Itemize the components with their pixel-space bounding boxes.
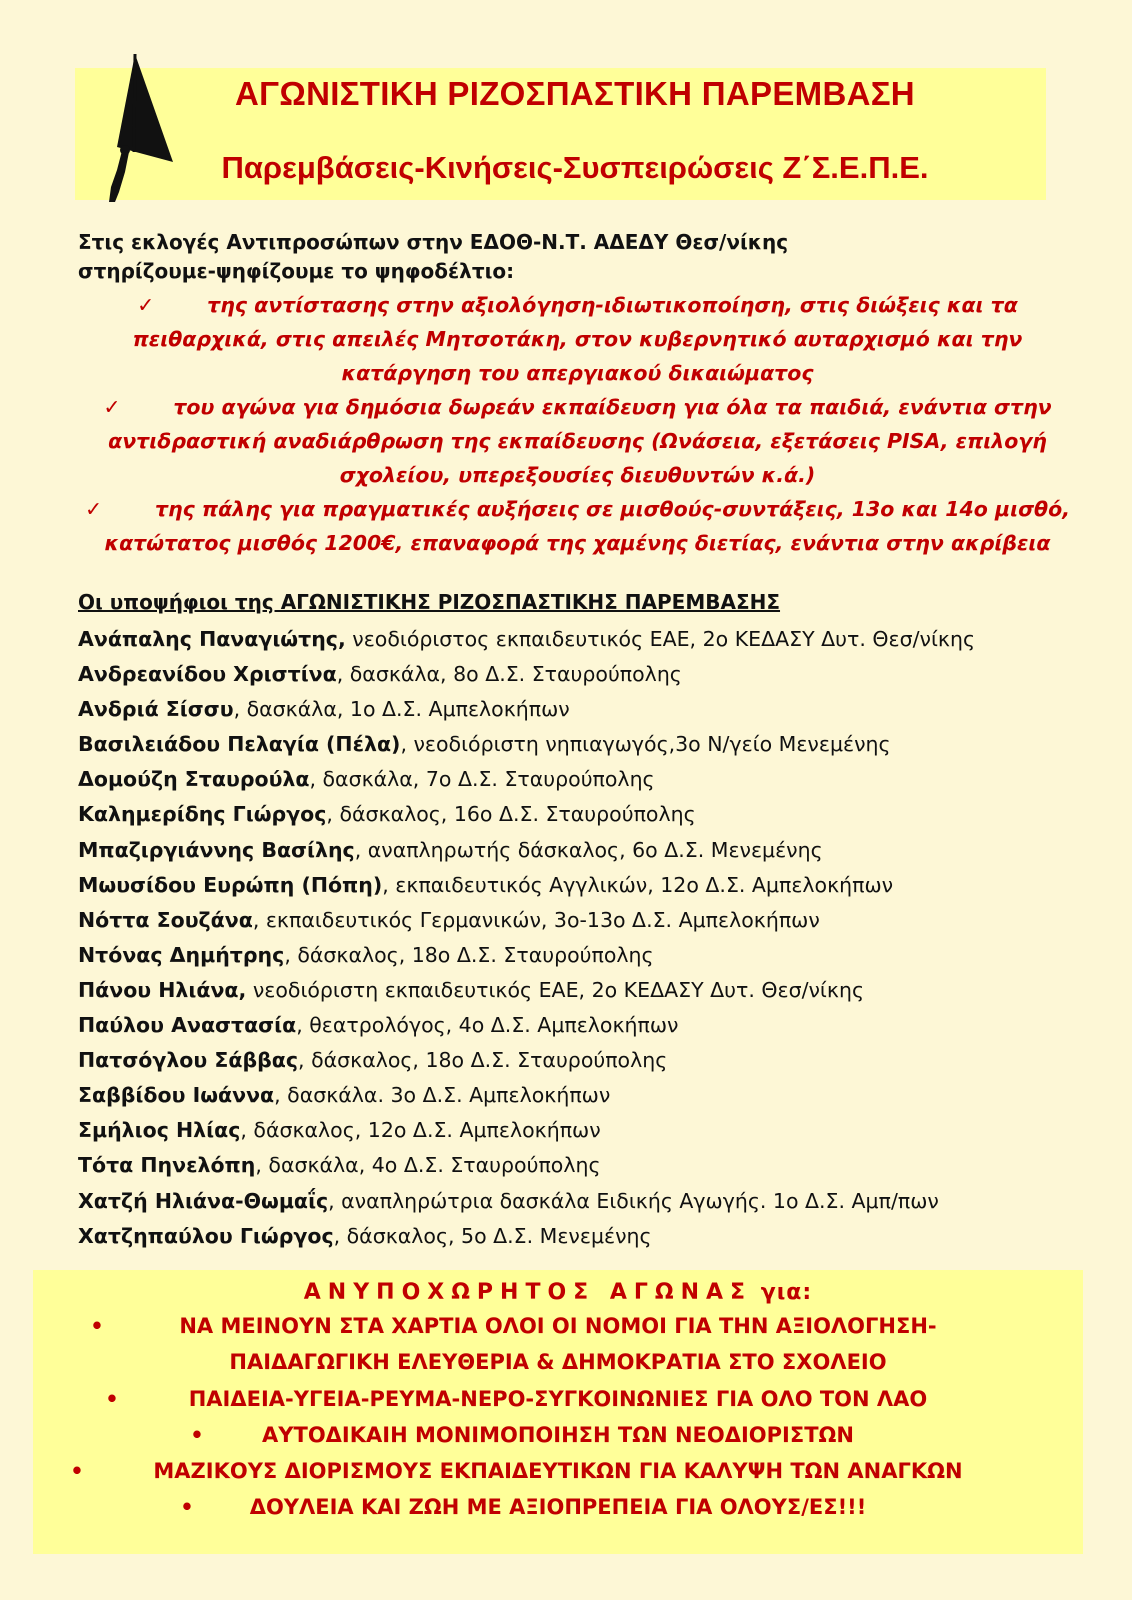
candidate-desc: , θεατρολόγος, 4ο Δ.Σ. Αμπελοκήπων xyxy=(296,1013,679,1038)
point-line: αντιδραστική αναδιάρθρωση της εκπαίδευσης (Ωνάσεια, εξετάσεις PISA, επιλογή xyxy=(108,429,1047,453)
page-subtitle: Παρεμβάσεις-Κινήσεις-Συσπειρώσεις Ζ΄Σ.Ε.Π.Ε. xyxy=(221,150,929,185)
candidate-desc: , δασκάλα, 8ο Δ.Σ. Σταυρούπολης xyxy=(336,662,682,687)
candidate-desc: , εκπαιδευτικός Αγγλικών, 12ο Δ.Σ. Αμπελοκήπων xyxy=(382,872,894,897)
bullet-icon: • xyxy=(105,1386,119,1411)
list-item xyxy=(78,622,1078,657)
list-item xyxy=(78,1078,1078,1113)
slogans-title xyxy=(33,1280,1083,1305)
support-point xyxy=(40,288,1115,390)
slogan-text: ΠΑΙΔΕΙΑ-ΥΓΕΙΑ-ΡΕΥΜΑ-ΝΕΡΟ-ΣΥΓΚΟΙΝΩΝΙΕΣ ΓΙΑ ΟΛΟ ΤΟΝ ΛΑΟ xyxy=(188,1386,928,1411)
check-icon: ✓ xyxy=(103,395,121,419)
candidates-heading: Οι υποψήφιοι της ΑΓΩΝΙΣΤΙΚΗΣ ΡΙΖΟΣΠΑΣΤΙΚΗΣ ΠΑΡΕΜΒΑΣΗΣ xyxy=(78,590,781,614)
candidate-desc: , δασκάλα, 4ο Δ.Σ. Σταυρούπολης xyxy=(255,1153,601,1178)
candidate-name: Σμήλιος Ηλίας xyxy=(78,1118,241,1143)
candidate-name: Πατσόγλου Σάββας xyxy=(78,1048,299,1073)
candidate-desc: νεοδιόριστη εκπαιδευτικός ΕΑΕ, 2ο ΚΕΔΑΣΥ Δυτ. Θεσ/νίκης xyxy=(246,977,864,1002)
list-item xyxy=(78,938,1078,973)
slogans-title-main: ΑΝΥΠΟΧΩΡΗΤΟΣ ΑΓΩΝΑΣ xyxy=(303,1280,753,1305)
list-item xyxy=(33,1453,1083,1489)
candidate-desc: , αναπληρωτής δάσκαλος, 6ο Δ.Σ. Μενεμένης xyxy=(354,837,823,862)
point-line: πειθαρχικά, στις απειλές Μητσοτάκη, στον κυβερνητικό αυταρχισμό και την xyxy=(132,327,1023,351)
candidate-name: Χατζηπαύλου Γιώργος xyxy=(78,1223,334,1248)
slogans-title-suffix: για: xyxy=(752,1280,813,1305)
slogan-text: ΑΥΤΟΔΙΚΑΙΗ ΜΟΝΙΜΟΠΟΙΗΣΗ ΤΩΝ ΝΕΟΔΙΟΡΙΣΤΩΝ xyxy=(262,1422,854,1447)
list-item xyxy=(33,1344,1083,1380)
slogan-text: ΠΑΙΔΑΓΩΓΙΚΗ ΕΛΕΥΘΕΡΙΑ & ΔΗΜΟΚΡΑΤΙΑ ΣΤΟ ΣΧΟΛΕΙΟ xyxy=(229,1350,887,1375)
slogan-text: ΔΟΥΛΕΙΑ ΚΑΙ ΖΩΗ ΜΕ ΑΞΙΟΠΡΕΠΕΙΑ ΓΙΑ ΟΛΟΥΣ/ΕΣ!!! xyxy=(249,1495,867,1520)
check-icon: ✓ xyxy=(84,497,103,521)
intro-line-2: στηρίζουμε-ψηφίζουμε το ψηφοδέλτιο: xyxy=(78,259,515,283)
list-item xyxy=(78,903,1078,938)
list-item xyxy=(78,1008,1078,1043)
list-item xyxy=(33,1489,1083,1525)
list-item xyxy=(78,762,1078,797)
candidate-desc: , δασκάλα. 3ο Δ.Σ. Αμπελοκήπων xyxy=(274,1083,611,1108)
candidate-name: Μπαζιργιάννης Βασίλης xyxy=(78,837,355,862)
candidates-list xyxy=(78,622,1078,1254)
candidate-desc: , νεοδιόριστη νηπιαγωγός,3ο Ν/γείο Μενεμένης xyxy=(400,732,891,757)
support-point xyxy=(40,492,1115,560)
list-item xyxy=(78,1184,1078,1219)
bullet-icon: • xyxy=(70,1459,84,1484)
list-item xyxy=(78,833,1078,868)
list-item xyxy=(78,1148,1078,1183)
candidate-name: Ανδρεανίδου Χριστίνα xyxy=(78,662,337,687)
candidate-desc: , δάσκαλος, 18ο Δ.Σ. Σταυρούπολης xyxy=(284,942,654,967)
point-line: κατάργηση του απεργιακού δικαιώματος xyxy=(341,361,814,385)
bullet-icon: • xyxy=(190,1422,204,1447)
point-line: της πάλης για πραγματικές αυξήσεις σε μισθούς-συντάξεις, 13ο και 14ο μισθό, xyxy=(154,497,1071,521)
check-icon: ✓ xyxy=(137,293,155,317)
bullet-icon: • xyxy=(180,1495,194,1520)
candidate-name: Πάνου Ηλιάνα, xyxy=(78,977,247,1002)
slogans-list xyxy=(33,1308,1083,1526)
candidate-desc: , δασκάλα, 1ο Δ.Σ. Αμπελοκήπων xyxy=(233,697,570,722)
support-point xyxy=(40,390,1115,492)
list-item xyxy=(78,868,1078,903)
intro-text xyxy=(78,228,1078,286)
candidate-desc: , εκπαιδευτικός Γερμανικών, 3ο-13ο Δ.Σ. Αμπελοκήπων xyxy=(252,907,820,932)
list-item xyxy=(78,727,1078,762)
point-line: σχολείου, υπερεξουσίες διευθυντών κ.ά.) xyxy=(339,463,816,487)
list-item xyxy=(78,1043,1078,1078)
candidate-desc: , αναπληρώτρια δασκάλα Ειδικής Αγωγής. 1ο Δ.Σ. Αμπ/πων xyxy=(328,1188,939,1213)
candidate-name: Ανάπαλης Παναγιώτης, xyxy=(78,627,346,651)
candidate-desc: νεοδιόριστος εκπαιδευτικός ΕΑΕ, 2ο ΚΕΔΑΣΥ Δυτ. Θεσ/νίκης xyxy=(345,627,975,651)
candidate-name: Νόττα Σουζάνα xyxy=(78,907,253,932)
support-points xyxy=(40,288,1115,560)
candidate-name: Βασιλειάδου Πελαγία (Πέλα) xyxy=(78,732,401,757)
candidate-desc: , δάσκαλος, 18ο Δ.Σ. Σταυρούπολης xyxy=(298,1048,668,1073)
candidate-name: Ανδριά Σίσσυ xyxy=(78,697,234,722)
candidate-name: Παύλου Αναστασία xyxy=(78,1013,297,1038)
candidate-desc: , δάσκαλος, 16ο Δ.Σ. Σταυρούπολης xyxy=(326,802,696,827)
list-item xyxy=(78,692,1078,727)
list-item xyxy=(78,657,1078,692)
candidate-name: Τότα Πηνελόπη xyxy=(78,1153,256,1178)
candidate-name: Μωυσίδου Ευρώπη (Πόπη) xyxy=(78,872,383,897)
candidate-desc: , δασκάλα, 7ο Δ.Σ. Σταυρούπολης xyxy=(309,767,655,792)
candidate-name: Ντόνας Δημήτρης xyxy=(78,942,285,967)
list-item xyxy=(78,797,1078,832)
point-line: του αγώνα για δημόσια δωρεάν εκπαίδευση για όλα τα παιδιά, ενάντια στην xyxy=(173,395,1052,419)
candidate-desc: , δάσκαλος, 12ο Δ.Σ. Αμπελοκήπων xyxy=(240,1118,601,1143)
bullet-icon: • xyxy=(90,1314,104,1338)
candidate-name: Καλημερίδης Γιώργος xyxy=(78,802,327,827)
list-item xyxy=(33,1308,1083,1344)
list-item xyxy=(33,1381,1083,1417)
list-item xyxy=(78,1219,1078,1254)
list-item xyxy=(78,973,1078,1008)
page-title: ΑΓΩΝΙΣΤΙΚΗ ΡΙΖΟΣΠΑΣΤΙΚΗ ΠΑΡΕΜΒΑΣΗ xyxy=(235,75,915,112)
slogans-box xyxy=(33,1270,1083,1554)
slogan-text: ΜΑΖΙΚΟΥΣ ΔΙΟΡΙΣΜΟΥΣ ΕΚΠΑΙΔΕΥΤΙΚΩΝ ΓΙΑ ΚΑΛΥΨΗ ΤΩΝ ΑΝΑΓΚΩΝ xyxy=(153,1459,963,1484)
slogan-text: ΝΑ ΜΕΙΝΟΥΝ ΣΤΑ ΧΑΡΤΙΑ ΟΛΟΙ ΟΙ ΝΟΜΟΙ ΓΙΑ ΤΗΝ ΑΞΙΟΛΟΓΗΣΗ- xyxy=(179,1314,937,1338)
candidate-name: Σαββίδου Ιωάννα xyxy=(78,1083,275,1108)
point-line: κατώτατος μισθός 1200€, επαναφορά της χαμένης διετίας, ενάντια στην ακρίβεια xyxy=(104,531,1051,555)
candidate-desc: , δάσκαλος, 5ο Δ.Σ. Μενεμένης xyxy=(333,1223,652,1248)
candidate-name: Χατζή Ηλιάνα-Θωμαΐς xyxy=(78,1188,329,1213)
candidate-name: Δομούζη Σταυρούλα xyxy=(78,767,310,792)
intro-line-1: Στις εκλογές Αντιπροσώπων στην ΕΔΟΘ-Ν.Τ. ΑΔΕΔΥ Θεσ/νίκης xyxy=(78,230,789,254)
point-line: της αντίστασης στην αξιολόγηση-ιδιωτικοποίηση, στις διώξεις και τα xyxy=(207,293,1018,317)
list-item xyxy=(78,1113,1078,1148)
list-item xyxy=(33,1417,1083,1453)
